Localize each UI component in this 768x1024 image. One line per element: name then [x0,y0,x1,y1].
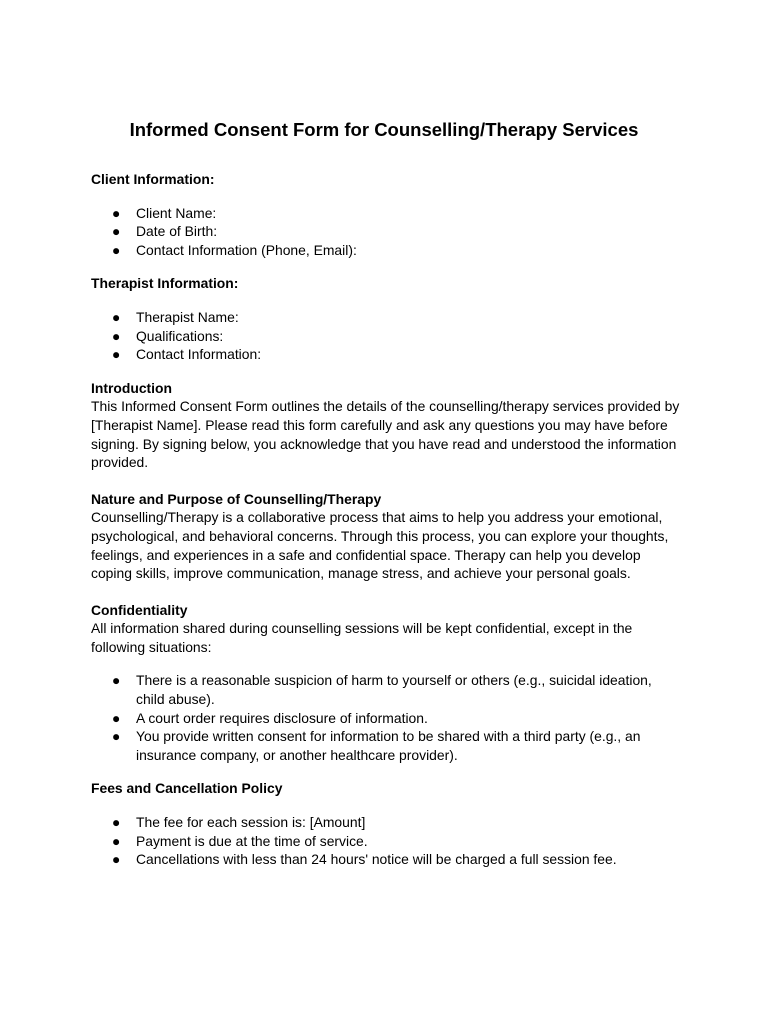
bullet-icon: ● [112,672,121,689]
bullet-icon: ● [112,346,121,363]
bullet-icon: ● [112,204,121,221]
client-info-heading: Client Information: [91,171,215,187]
list-item: ● A court order requires disclosure of information. [112,709,428,726]
nature-text: Counselling/Therapy is a collaborative process that aims to help you address your emotional, psychological, and behavioral concerns. Through this process, you can explore your thoughts, feelings, and experiences in a safe and confidential space. Therapy can help you develop coping skills, improve communication, manage stress, and achieve your personal goals. [91,509,669,582]
list-item: ● Client Name: [112,204,217,221]
nature-heading: Nature and Purpose of Counselling/Therapy [91,490,382,507]
list-item: ● Qualifications: [112,327,224,344]
confidentiality-text: All information shared during counselling sessions will be kept confidential, except in the following situations: [91,620,633,655]
list-item: ● Cancellations with less than 24 hours' notice will be charged a full session fee. [112,851,617,868]
bullet-icon: ● [112,814,121,831]
list-item: ● There is a reasonable suspicion of harm to yourself or others (e.g., suicidal ideation, child abuse). [112,672,652,708]
therapist-info-heading: Therapist Information: [91,275,239,292]
introduction-heading: Introduction [91,379,173,396]
list-item: ● Date of Birth: [112,223,218,240]
bullet-icon: ● [112,241,121,258]
introduction-text: This Informed Consent Form outlines the details of the counselling/therapy services provided by [Therapist Name]. Please read this form carefully and ask any questions you may have before signing. By signing below, you acknowledge that you have read and understood the information provided. [91,398,680,471]
client-info-list [91,204,691,260]
list-item: ● Contact Information: [112,346,262,363]
list-item: ● Therapist Name: [112,308,239,325]
bullet-icon: ● [112,308,121,325]
bullet-icon: ● [112,728,121,745]
list-item: ● Contact Information (Phone, Email): [112,241,357,258]
confidentiality-heading: Confidentiality [91,601,188,618]
bullet-icon: ● [112,327,121,344]
bullet-icon: ● [112,832,121,849]
page-title: Informed Consent Form for Counselling/Therapy Services [129,119,639,140]
fees-list [91,813,691,869]
bullet-icon: ● [112,709,121,726]
bullet-icon: ● [112,851,121,868]
confidentiality-list [91,671,691,764]
list-item: ● Payment is due at the time of service. [112,832,368,849]
fees-heading: Fees and Cancellation Policy [91,780,283,797]
list-item: ● You provide written consent for information to be shared with a third party (e.g., an insurance company, or another healthcare provider). [112,728,641,763]
bullet-icon: ● [112,223,121,240]
list-item: ● The fee for each session is: [Amount] [112,814,366,831]
therapist-info-list [91,308,691,364]
document-body [91,170,691,869]
